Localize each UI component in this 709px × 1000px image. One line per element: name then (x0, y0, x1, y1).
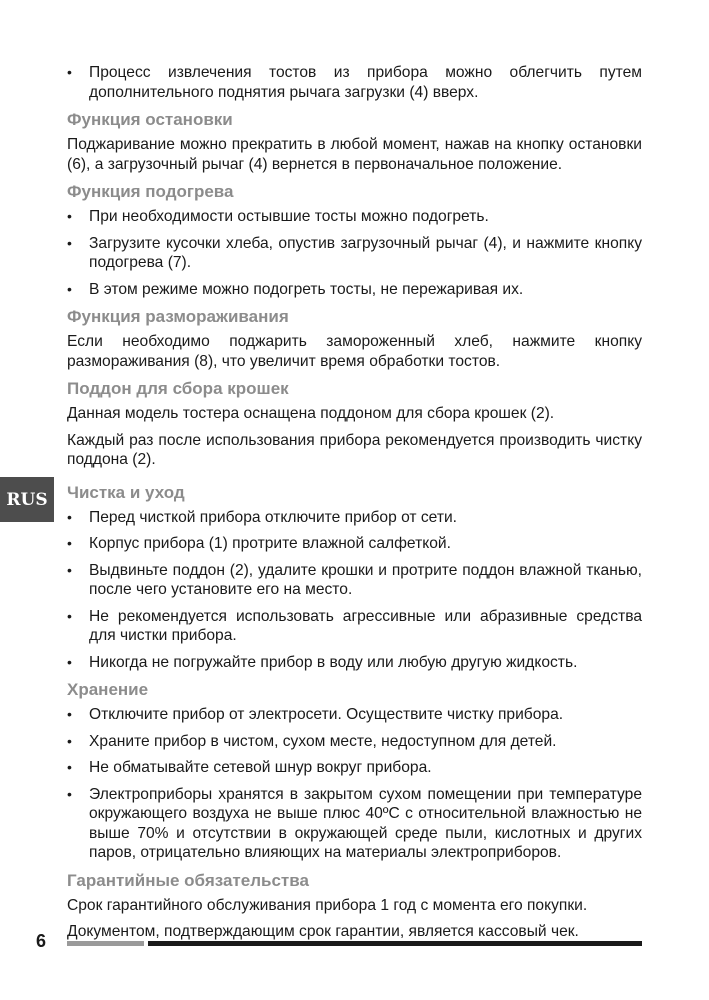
storage-item: • Электроприборы хранятся в закрытом сухом помещении при температуре окружающего воздуха не выше плюс 40ºС с относительной влажностью не выше 70% и отсутствии в окружающей среде пыли, кислотных и других паров, отрицательно влияющих на материалы электроприборов. (67, 785, 642, 863)
warranty-heading: Гарантийные обязательства (67, 870, 309, 890)
defrost-heading: Функция размораживания (67, 307, 289, 326)
crumb-tray-para: Каждый раз после использования прибора рекомендуется производить чистку поддона (2). (67, 431, 642, 468)
cleaning-item: • Перед чисткой прибора отключите прибор от сети. (67, 508, 642, 528)
storage-item: • Отключите прибор от электросети. Осуществите чистку прибора. (67, 705, 642, 725)
cleaning-item: • Корпус прибора (1) протрите влажной салфеткой. (67, 534, 642, 554)
cleaning-heading: Чистка и уход (67, 482, 185, 502)
cleaning-item: • Выдвиньте поддон (2), удалите крошки и протрите поддон влажной тканью, после чего установите его на место. (67, 561, 642, 600)
page-number: 6 (36, 931, 47, 951)
crumb-tray-heading: Поддон для сбора крошек (67, 379, 289, 398)
page-content (67, 63, 642, 949)
warranty-para: Документом, подтверждающим срок гарантии, является кассовый чек. (67, 923, 579, 940)
reheat-item: • При необходимости остывшие тосты можно подогреть. (67, 207, 642, 227)
reheat-item: • В этом режиме можно подогреть тосты, не пережаривая их. (67, 280, 642, 300)
language-tab: RUS (0, 477, 54, 522)
cleaning-item: • Никогда не погружайте прибор в воду или любую другую жидкость. (67, 653, 642, 673)
footer-rule-gray (67, 941, 144, 946)
warranty-para: Срок гарантийного обслуживания прибора 1 год с момента его покупки. (67, 896, 588, 914)
reheat-heading: Функция подогрева (67, 182, 234, 201)
storage-item: • Не обматывайте сетевой шнур вокруг прибора. (67, 758, 642, 778)
stop-heading: Функция остановки (67, 110, 233, 129)
storage-item: • Храните прибор в чистом, сухом месте, недоступном для детей. (67, 732, 642, 752)
intro-bullet: • Процесс извлечения тостов из прибора можно облегчить путем дополнительного поднятия рычага загрузки (4) вверх. (67, 63, 642, 102)
defrost-text: Если необходимо поджарить замороженный хлеб, нажмите кнопку размораживания (8), что увеличит время обработки тостов. (67, 333, 642, 370)
reheat-item: • Загрузите кусочки хлеба, опустив загрузочный рычаг (4), и нажмите кнопку подогрева (7). (67, 234, 642, 273)
stop-text: Поджаривание можно прекратить в любой момент, нажав на кнопку остановки (6), а загрузочный рычаг (4) вернется в первоначальное положение. (67, 136, 642, 173)
cleaning-item: • Не рекомендуется использовать агрессивные или абразивные средства для чистки прибора. (67, 607, 642, 646)
crumb-tray-para: Данная модель тостера оснащена поддоном для сбора крошек (2). (67, 405, 555, 422)
storage-heading: Хранение (67, 680, 149, 699)
footer-rule-black (148, 941, 642, 946)
